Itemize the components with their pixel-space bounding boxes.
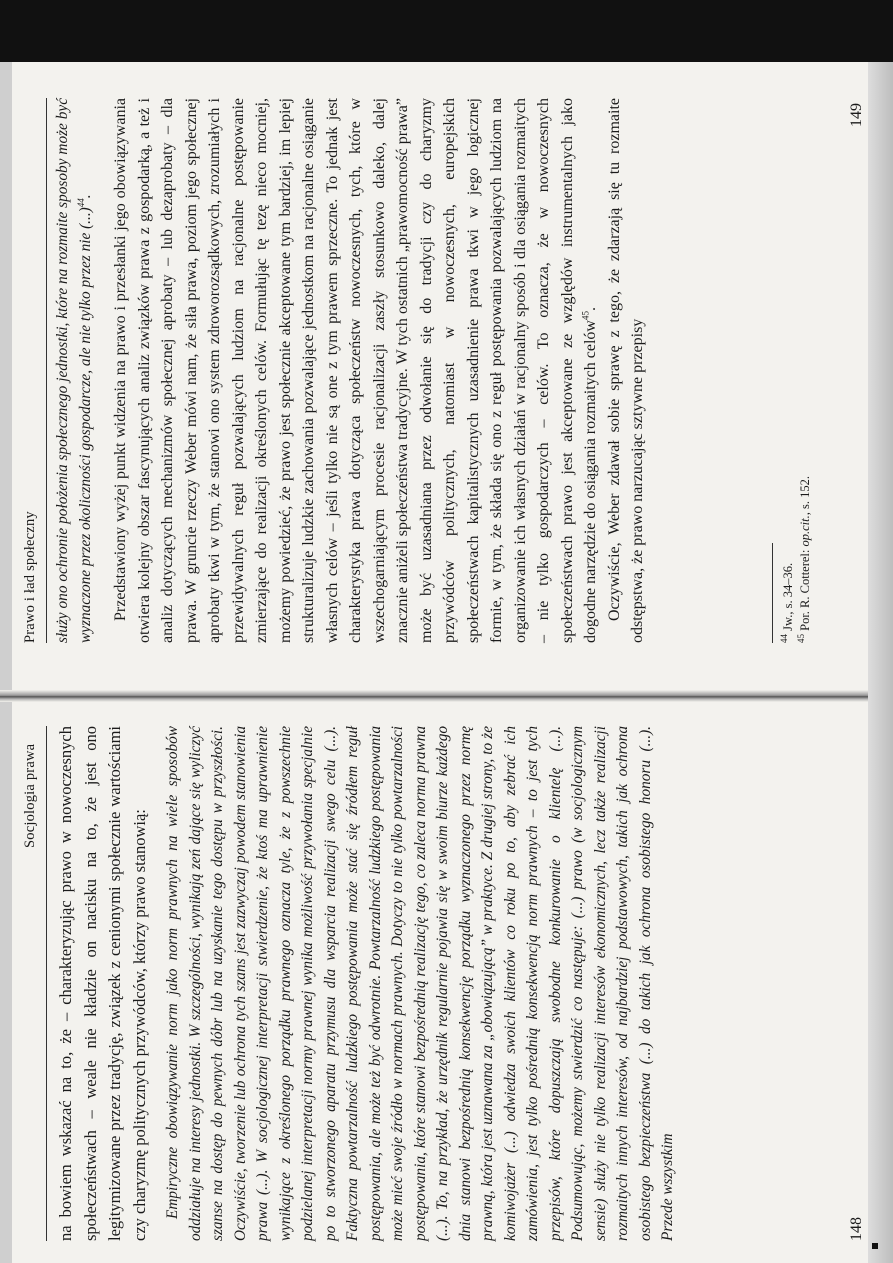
rotated-book-spread: [12, 62, 880, 1263]
page-number-left: 148: [848, 1217, 865, 1241]
running-head-left: Socjologia prawa: [22, 743, 38, 848]
footnote-45-rest: , s. 152.: [798, 476, 812, 516]
left-paragraph-intro: na bowiem wskazać na to, że – charakteryzując prawo w nowoczesnych społeczeństwach – weale nie kładzie on nacisku na to, że jest ono legitymizowane przez tradycję, związek z cenionymi społecznie wartościami czy charyzmę politycznych przywódców, którzy prawo stanowią:: [56, 726, 149, 1241]
left-paragraph-quote: Empiryczne obowiązywanie norm jako norm prawnych na wiele sposobów oddziałuje na interesy jednostki. W szczególności, wynikają zeń dające się wyliczyć szanse na dostęp do pewnych dóbr lub na uzyskanie tego dostępu w przyszłości. Oczywiście, tworzenie lub ochrona tych szans jest zazwyczaj powodem stanowienia prawa (...). W socjologicznej interpretacji stwierdzenie, że ktoś ma uprawnienie wynikające z określonego porządku prawnego oznacza tyle, że z powszechnie podzielanej interpretacji normy prawnej wynika możliwość przywołania specjalnie po to stworzonego aparatu przymusu dla wsparcia realizacji swego celu (...). Faktyczna powtarzalność ludzkiego postępowania może stać się źródłem reguł postępowania, ale może też być odwrotnie. Powtarzalność ludzkiego postępowania może mieć swoje źródło w normach prawnych. Dotyczy to nie tylko powtarzalności postępowania, które stanowi bezpośrednią realizację tego, co zaleca norma prawna (...). To, na przykład, że urzędnik regularnie pojawia się w swoim biurze każdego dnia stanowi bezpośrednią konsekwencję porządku wyznaczonego przez normę prawną, która jest uznawana za „obowiązującą” w praktyce. Z drugiej strony, to że komiwojażer (...) odwiedza swoich klientów co roku po to, aby zebrać ich zamówienia, jest tylko pośrednią konsekwencją norm prawnych – to jest tych przepisów, które dopuszczają swobodne konkurowanie o klientelę (...). Podsumowując, możemy stwierdzić co następuje: (...) prawo (w socjologicznym sensie) służy nie tylko realizacji interesów ekonomicznych, lecz także realizacji rozmaitych innych interesów, od najbardziej podstawowych, takich jak ochrona osobistego bezpieczeństwa (...) do takich jak ochrona osobistego honoru (...). Przede wszystkim: [164, 726, 676, 1241]
scan-top-border: [0, 0, 893, 62]
footnote-45-text: Por. R. Cotterel:: [798, 546, 812, 634]
scan-mark: [872, 1243, 878, 1249]
quote-text: służy ono ochronie położenia społecznego jednostki, które na rozmaite sposoby może być wyznaczone przez okoliczności gospodarcze, ale nie tylko przez nie (...): [54, 98, 94, 643]
right-paragraph-1: Przedstawiony wyżej punkt widzenia na prawo i przesłanki jego obowiązywania otwiera kolejny obszar fascynujących analiz związków prawa z gospodarką, a też i analiz dotyczących mechanizmów społecznej aprobaty – lub dezaprobaty – dla prawa. W gruncie rzeczy Weber mówi nam, że siła prawa, poziom jego społecznej aprobaty tkwi w tym, że stanowi ono system zdroworozsądkowych, zrozumiałych i przewidywalnych reguł pozwalających ludziom na racjonalne postępowanie zmierzające do realizacji określonych celów. Formułując tę tezę nieco mocniej, możemy powiedzieć, że prawo jest społecznie akceptowane tym bardziej, im lepiej strukturalizuje ludzkie zachowania pozwalające jednostkom na racjonalne osiąganie własnych celów – jeśli tylko nie są one z tym prawem sprzeczne. To jednak jest charakterystyka prawa dotycząca społeczeństw nowoczesnych, tych, które w wszechogarniającym procesie racjonalizacji zaszły stosunkowo daleko, dalej znacznie aniżeli społeczeństwa tradycyjne. W tych ostatnich „prawomocność prawa” może być uzasadniana przez odwołanie się do tradycji czy do charyzmy przywódców politycznych, natomiast w nowoczesnych, europejskich społeczeństwach kapitalistycznych uzasadnienie prawa tkwi w jego logicznej formie, w tym, że składa się ono z reguł postępowania pozwalających ludziom na organizowanie ich własnych działań w racjonalny sposób i dla osiągania rozmaitych – nie tylko gospodarczych – celów. To oznacza, że w nowoczesnych społeczeństwach prawo jest akceptowane ze względów instrumentalnych jako dogodne narzędzie do osiągania rozmaitych celów$^{45}$.: [112, 98, 599, 643]
footnote-45: [797, 98, 814, 643]
footnote-rule: [772, 543, 773, 643]
right-quote-continuation: [52, 98, 97, 643]
right-paragraph-1-text: Przedstawiony wyżej punkt widzenia na prawo i przesłanki jego obowiązywania otwiera kolejny obszar fascynujących analiz związków prawa z gospodarką, a też i analiz dotyczących mechanizmów społecznej aprobaty – lub dezaprobaty – dla prawa. W gruncie rzeczy Weber mówi nam, że siła prawa, poziom jego społecznej aprobaty tkwi w tym, że stanowi ono system zdroworozsądkowych, zrozumiałych i przewidywalnych reguł pozwalających ludziom na racjonalne postępowanie zmierzające do realizacji określonych celów. Formułując tę tezę nieco mocniej, możemy powiedzieć, że prawo jest społecznie akceptowane tym bardziej, im lepiej strukturalizuje ludzkie zachowania pozwalające jednostkom na racjonalne osiąganie własnych celów – jeśli tylko nie są one z tym prawem sprzeczne. To jednak jest charakterystyka prawa dotycząca społeczeństw nowoczesnych, tych, które w wszechogarniającym procesie racjonalizacji zaszły stosunkowo daleko, dalej znacznie aniżeli społeczeństwa tradycyjne. W tych ostatnich „prawomocność prawa” może być uzasadniana przez odwołanie się do tradycji czy do charyzmy przywódców politycznych, natomiast w nowoczesnych, europejskich społeczeństwach kapitalistycznych uzasadnienie prawa tkwi w jego logicznej formie, w tym, że składa się ono z reguł postępowania pozwalających ludziom na organizowanie ich własnych działań w racjonalny sposób i dla osiągania rozmaitych – nie tylko gospodarczych – celów. To oznacza, że w nowoczesnych społeczeństwach prawo jest akceptowane ze względów instrumentalnych jako dogodne narzędzie do osiągania rozmaitych celów: [112, 98, 599, 643]
footnote-44: [780, 98, 797, 643]
left-page: [12, 703, 880, 1263]
footnote-ref-44: 44: [75, 198, 86, 208]
running-head-rule-right: [46, 98, 47, 643]
footnotes: [780, 98, 814, 643]
footnote-44-text: Jw., s. 34–36.: [781, 562, 795, 634]
left-page-body: [54, 726, 680, 1241]
running-head-rule-left: [46, 726, 47, 1241]
footnote-ref-45: 45: [580, 311, 591, 321]
footnote-44-mark: 44: [778, 634, 789, 643]
book-gutter: [0, 690, 868, 702]
quote-end: .: [76, 194, 94, 199]
right-page-body: [52, 98, 650, 643]
right-page: [12, 62, 880, 675]
footnote-45-mark: 45: [795, 634, 806, 643]
right-paragraph-2: Oczywiście, Weber zdawał sobie sprawę z tego, że zdarzają się tu rozmaite odstępstwa, że prawo narzucając sztywne przepisy: [605, 98, 646, 643]
page-number-right: 149: [848, 103, 865, 127]
footnote-45-italic: op.cit.: [798, 515, 812, 547]
running-head-right: Prawo i ład społeczny: [22, 511, 38, 643]
